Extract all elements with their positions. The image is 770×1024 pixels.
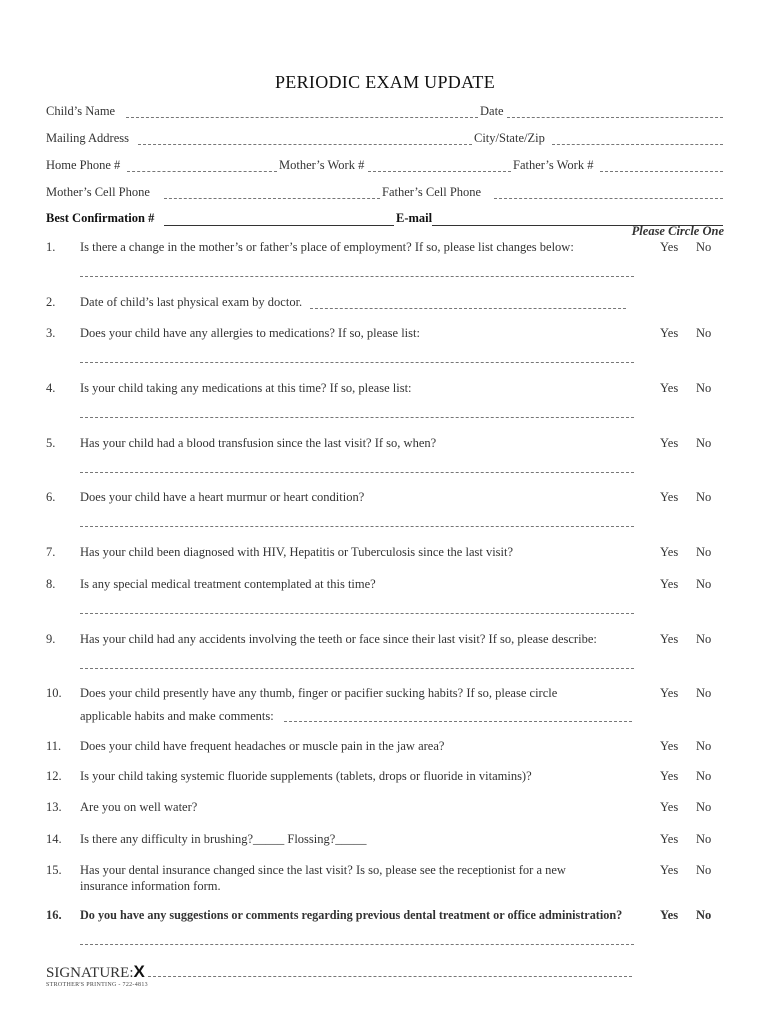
question-number: 3. — [46, 326, 56, 340]
yes-option[interactable]: Yes — [660, 832, 679, 846]
home-phone-field[interactable] — [127, 171, 277, 172]
yes-option[interactable]: Yes — [660, 863, 679, 877]
answer-line[interactable] — [80, 668, 634, 669]
mothers-cell-field[interactable] — [164, 198, 380, 199]
yes-option[interactable]: Yes — [660, 490, 679, 504]
signature-x-mark: X — [133, 962, 145, 981]
yes-option[interactable]: Yes — [660, 436, 679, 450]
question-number: 9. — [46, 632, 56, 646]
question-text: Has your dental insurance changed since the last visit? Is so, please see the receptionist for a new — [80, 863, 566, 877]
no-option[interactable]: No — [696, 632, 712, 646]
question-number: 1. — [46, 240, 56, 254]
answer-line[interactable] — [310, 308, 626, 309]
best-confirmation-field[interactable] — [164, 225, 394, 226]
page-title: PERIODIC EXAM UPDATE — [274, 72, 495, 92]
yes-option[interactable]: Yes — [660, 326, 679, 340]
home-phone-label: Home Phone # — [46, 158, 121, 172]
date-field[interactable] — [507, 117, 723, 118]
date-label: Date — [480, 104, 504, 118]
question-text: Does your child have any allergies to medications? If so, please list: — [80, 326, 420, 340]
question-text: Is your child taking any medications at this time? If so, please list: — [80, 381, 412, 395]
question-text: Date of child’s last physical exam by doctor. — [80, 295, 303, 309]
question-text: Is your child taking systemic fluoride supplements (tablets, drops or fluoride in vitamins)? — [80, 769, 532, 783]
answer-line[interactable] — [284, 721, 632, 722]
question-text: Is there any difficulty in brushing?_____ Flossing?_____ — [80, 832, 367, 846]
fathers-cell-label: Father’s Cell Phone — [382, 185, 482, 199]
yes-option[interactable]: Yes — [660, 381, 679, 395]
question-number: 13. — [46, 800, 62, 814]
no-option[interactable]: No — [696, 381, 712, 395]
answer-line[interactable] — [80, 417, 634, 418]
fathers-work-label: Father’s Work # — [513, 158, 594, 172]
answer-line[interactable] — [80, 472, 634, 473]
fathers-work-field[interactable] — [600, 171, 723, 172]
question-text: Do you have any suggestions or comments regarding previous dental treatment or office administration? — [80, 908, 623, 922]
question-number: 8. — [46, 577, 56, 591]
fathers-cell-field[interactable] — [494, 198, 723, 199]
question-number: 4. — [46, 381, 56, 395]
question-text: Does your child have a heart murmur or heart condition? — [80, 490, 365, 504]
yes-option[interactable]: Yes — [660, 908, 679, 922]
question-number: 10. — [46, 686, 62, 700]
question-text: Has your child had any accidents involving the teeth or face since their last visit? If so, please describe: — [80, 632, 597, 646]
mailing-address-field[interactable] — [138, 144, 472, 145]
question-number: 6. — [46, 490, 56, 504]
answer-line[interactable] — [80, 362, 634, 363]
answer-line[interactable] — [80, 944, 634, 945]
question-number: 2. — [46, 295, 56, 309]
question-number: 7. — [46, 545, 56, 559]
signature-label: SIGNATURE: — [46, 965, 134, 981]
mothers-work-label: Mother’s Work # — [279, 158, 365, 172]
no-option[interactable]: No — [696, 326, 712, 340]
childs-name-label: Child’s Name — [46, 104, 116, 118]
no-option[interactable]: No — [696, 739, 712, 753]
childs-name-field[interactable] — [126, 117, 478, 118]
best-confirmation-label: Best Confirmation # — [46, 211, 155, 225]
yes-option[interactable]: Yes — [660, 240, 679, 254]
question-text: Has your child had a blood transfusion since the last visit? If so, when? — [80, 436, 437, 450]
answer-line[interactable] — [80, 526, 634, 527]
no-option[interactable]: No — [696, 800, 712, 814]
signature-line-label — [46, 962, 145, 982]
mailing-address-label: Mailing Address — [46, 131, 129, 145]
please-circle-one-note: Please Circle One — [631, 224, 724, 238]
mothers-cell-label: Mother’s Cell Phone — [46, 185, 150, 199]
printer-credit: STROTHER'S PRINTING - 722-4813 — [46, 982, 148, 988]
city-state-zip-field[interactable] — [552, 144, 723, 145]
question-text: Has your child been diagnosed with HIV, Hepatitis or Tuberculosis since the last visit? — [80, 545, 514, 559]
question-number: 12. — [46, 769, 62, 783]
answer-line[interactable] — [80, 613, 634, 614]
no-option[interactable]: No — [696, 240, 712, 254]
signature-field[interactable] — [148, 976, 632, 977]
question-number: 14. — [46, 832, 62, 846]
question-text-continued: insurance information form. — [80, 879, 221, 893]
no-option[interactable]: No — [696, 686, 712, 700]
yes-option[interactable]: Yes — [660, 632, 679, 646]
question-text: Does your child presently have any thumb, finger or pacifier sucking habits? If so, please circle — [80, 686, 558, 700]
question-text: Is there a change in the mother’s or father’s place of employment? If so, please list changes below: — [80, 240, 574, 254]
yes-option[interactable]: Yes — [660, 769, 679, 783]
no-option[interactable]: No — [696, 863, 712, 877]
no-option[interactable]: No — [696, 908, 712, 922]
yes-option[interactable]: Yes — [660, 545, 679, 559]
question-text: Does your child have frequent headaches or muscle pain in the jaw area? — [80, 739, 445, 753]
question-number: 16. — [46, 908, 62, 922]
yes-option[interactable]: Yes — [660, 800, 679, 814]
city-state-zip-label: City/State/Zip — [474, 131, 545, 145]
question-number: 15. — [46, 863, 62, 877]
question-text: Are you on well water? — [80, 800, 198, 814]
yes-option[interactable]: Yes — [660, 739, 679, 753]
mothers-work-field[interactable] — [368, 171, 511, 172]
email-label: E-mail — [396, 211, 433, 225]
question-text: Is any special medical treatment contemplated at this time? — [80, 577, 376, 591]
no-option[interactable]: No — [696, 545, 712, 559]
question-number: 5. — [46, 436, 56, 450]
question-number: 11. — [46, 739, 62, 753]
no-option[interactable]: No — [696, 577, 712, 591]
no-option[interactable]: No — [696, 769, 712, 783]
yes-option[interactable]: Yes — [660, 686, 679, 700]
no-option[interactable]: No — [696, 490, 712, 504]
no-option[interactable]: No — [696, 436, 712, 450]
no-option[interactable]: No — [696, 832, 712, 846]
question-text-continued: applicable habits and make comments: — [80, 709, 274, 723]
answer-line[interactable] — [80, 276, 634, 277]
yes-option[interactable]: Yes — [660, 577, 679, 591]
